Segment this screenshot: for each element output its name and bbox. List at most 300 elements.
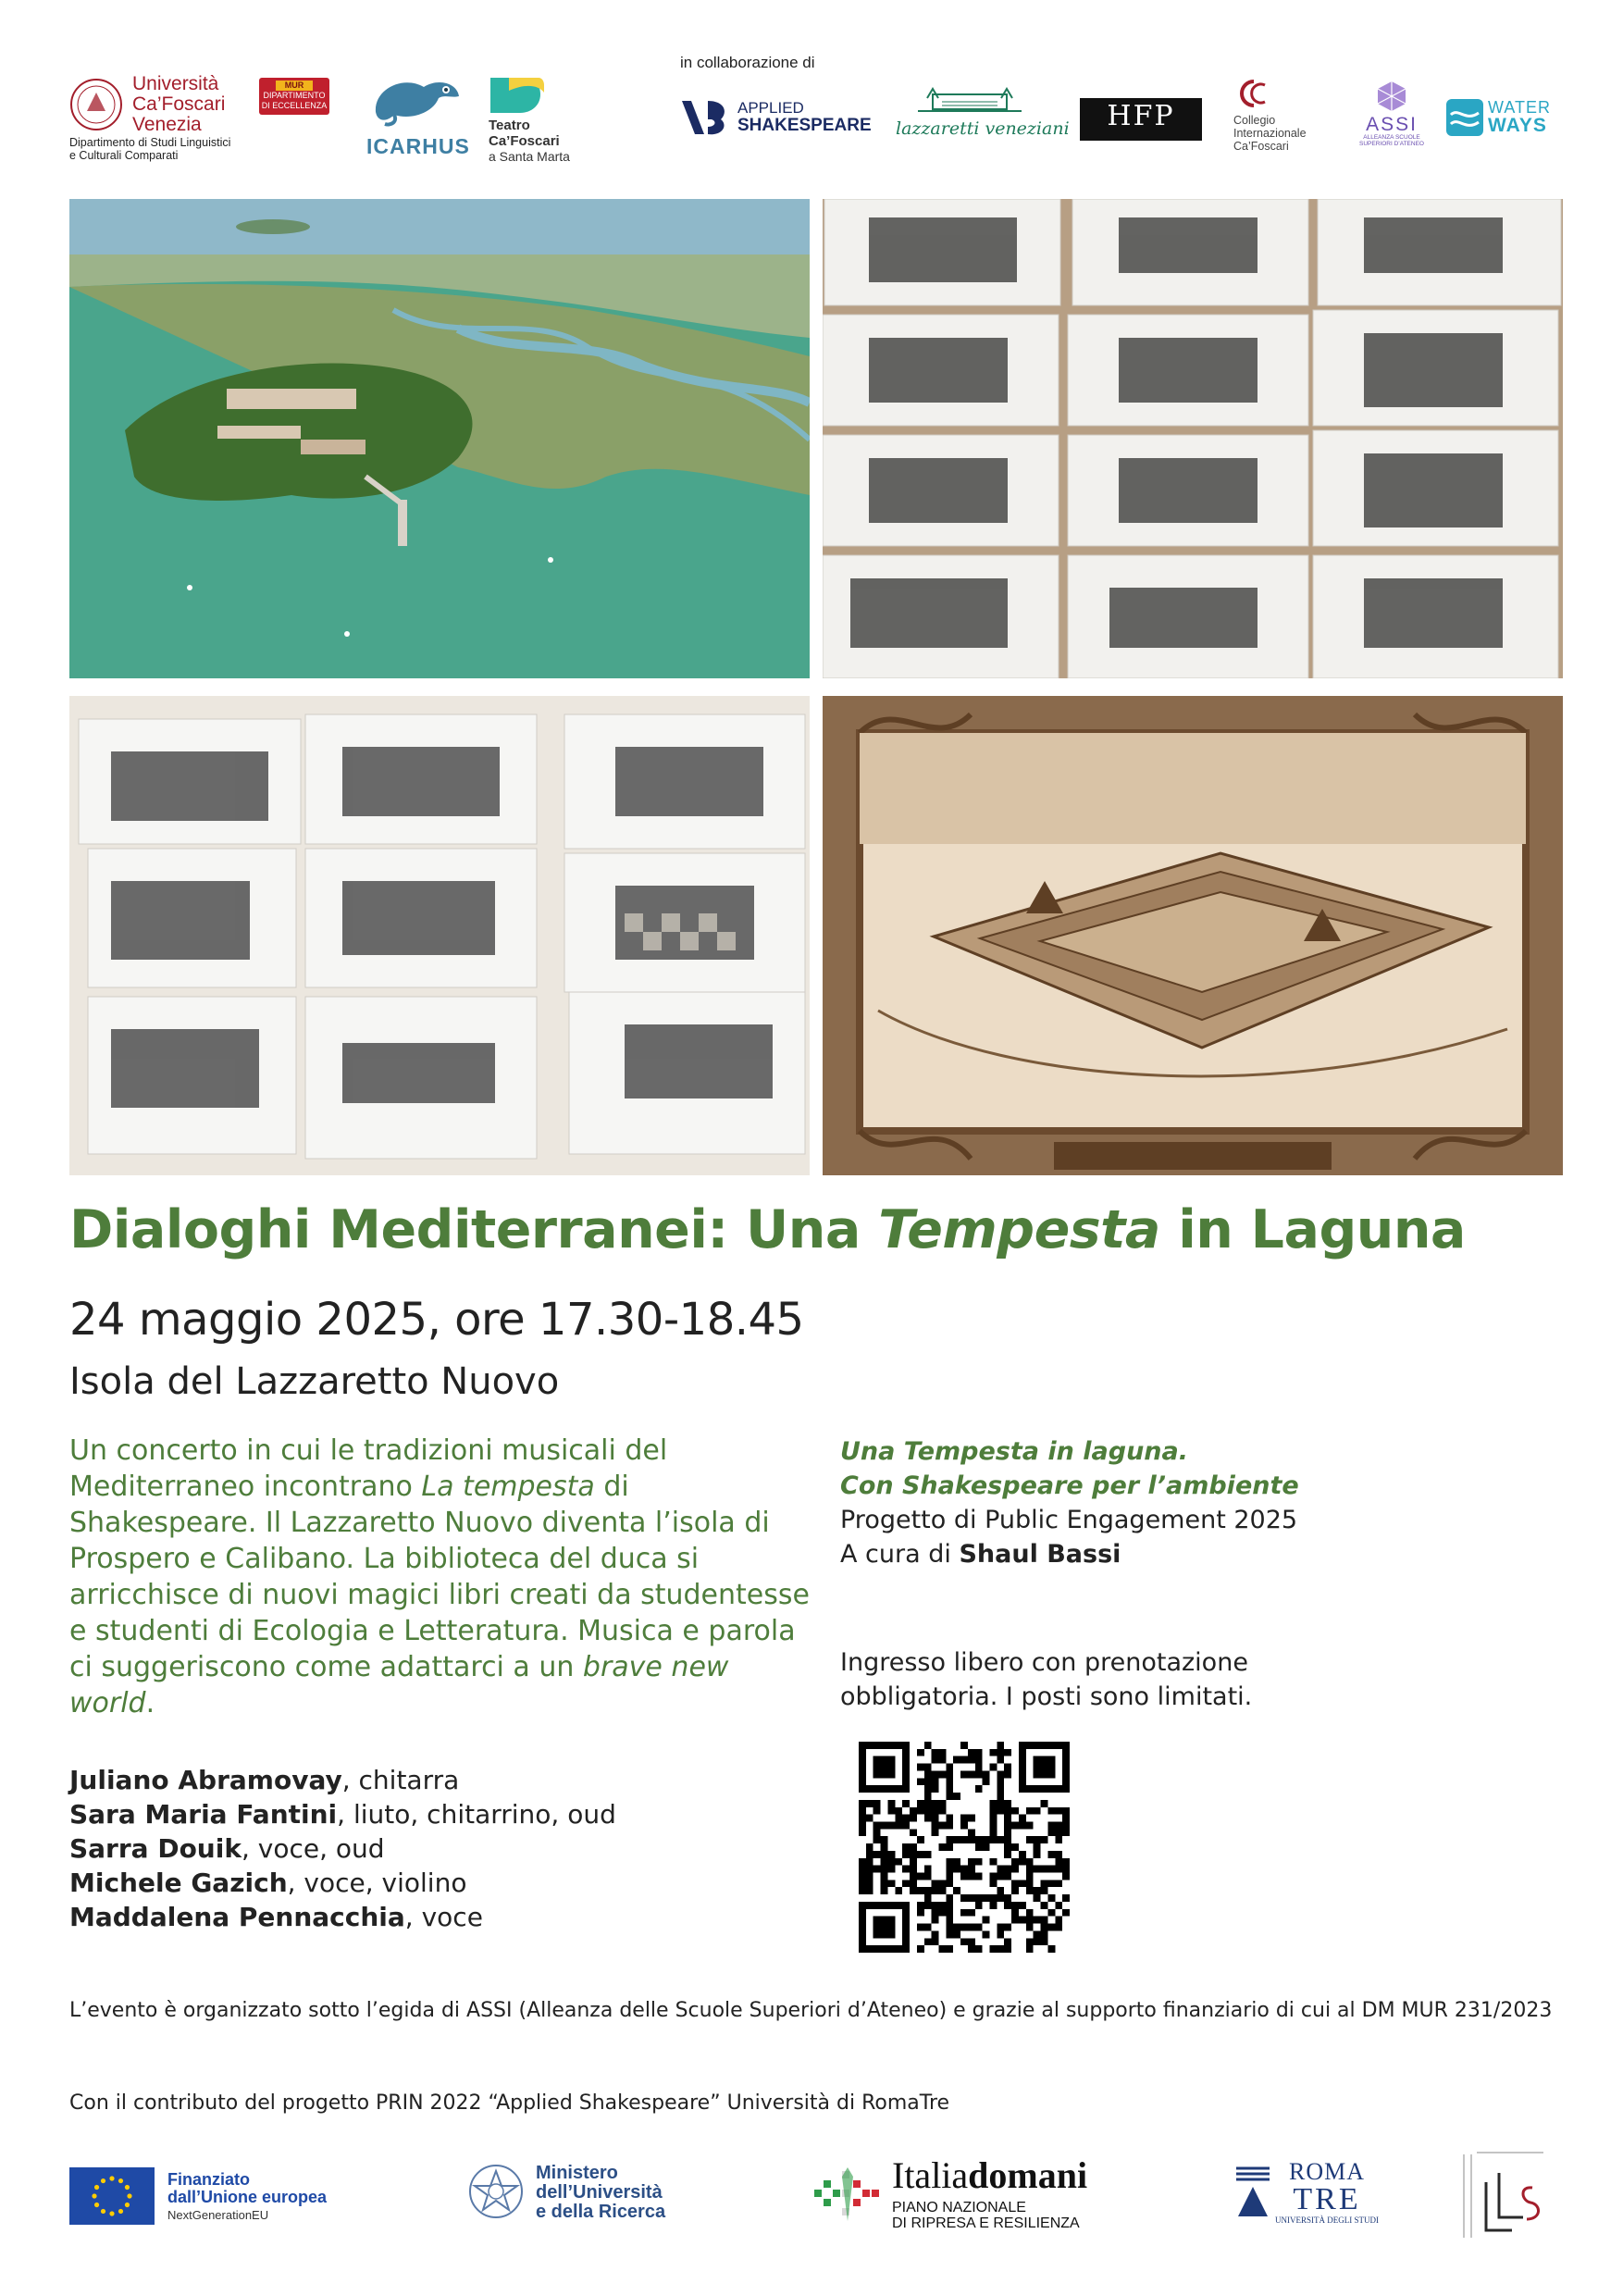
waterways-logo [1445,98,1551,137]
qr-module [910,1851,917,1858]
qr-module [968,1924,975,1931]
qr-module [983,1917,990,1924]
qr-module [983,1778,990,1785]
qr-module [946,1873,953,1880]
llcs-mark-icon [1458,2145,1551,2243]
qr-module [975,1945,983,1953]
project-title-2: Con Shakespeare per l’ambiente [840,1471,1299,1500]
eu-star [118,2209,123,2214]
qr-module [1019,1902,1026,1909]
qr-module [895,1821,902,1829]
eu-star [109,2211,114,2215]
qr-module [866,1858,873,1866]
qr-module [1041,1902,1048,1909]
qr-module [932,1815,939,1822]
qr-module [997,1873,1004,1880]
qr-module [990,1800,997,1807]
qr-module [975,1836,983,1843]
qr-module [917,1807,924,1815]
qr-module [1055,1924,1062,1931]
qr-module [975,1756,983,1764]
qr-module [910,1843,917,1851]
qr-module [997,1945,1004,1953]
ministero-line3: e della Ricerca [536,2201,666,2222]
qr-module [1055,1917,1062,1924]
unive-logo [69,74,225,135]
teatro-mark-icon [489,74,546,115]
performer-name: Maddalena Pennacchia [69,1902,405,1932]
qr-module [1026,1917,1034,1924]
qr-module [859,1887,866,1894]
qr-module [997,1770,1004,1778]
qr-module [881,1873,888,1880]
qr-module [938,1902,946,1909]
qr-module [917,1924,924,1931]
qr-module [859,1829,866,1836]
mur-badge [259,78,329,115]
qr-module [1041,1866,1048,1873]
qr-module [946,1778,953,1785]
qr-module [960,1815,968,1822]
qr-module [924,1778,932,1785]
qr-module [1062,1909,1070,1917]
qr-module [924,1894,932,1902]
qr-module [997,1778,1004,1785]
qr-module [1034,1917,1041,1924]
applied-shakespeare-line1: APPLIED [737,99,804,118]
icarhus-name: ICARHUS [366,134,470,158]
qr-module [932,1785,939,1793]
italiadomani-sub-1: PIANO NAZIONALE [892,2200,1026,2215]
qr-module [1026,1938,1034,1945]
qr-module [866,1851,873,1858]
qr-module [975,1843,983,1851]
eu-logo [69,2167,327,2225]
qr-module [910,1829,917,1836]
qr-module [953,1887,960,1894]
qr-module [938,1800,946,1807]
qr-module [887,1851,895,1858]
italiadomani-logo [811,2156,1087,2232]
qr-module [997,1887,1004,1894]
qr-module [1047,1924,1055,1931]
qr-module [997,1836,1004,1843]
qr-module [910,1866,917,1873]
qr-module [960,1909,968,1917]
assi-logo [1353,80,1431,165]
qr-module [946,1821,953,1829]
qr-module [1041,1836,1048,1843]
qr-module [975,1873,983,1880]
description-italic2: brave new world [69,1651,729,1719]
qr-module [1011,1821,1019,1829]
qr-module [1004,1749,1011,1756]
performer-name: Sara Maria Fantini [69,1799,338,1830]
performer-row [69,1763,616,1797]
unive-seal-icon [69,78,123,131]
qr-module [932,1938,939,1945]
qr-code[interactable] [859,1742,1070,1953]
qr-module [866,1873,873,1880]
assi-name: ASSI [1366,114,1418,135]
qr-module [1026,1945,1034,1953]
qr-module [990,1880,997,1887]
eu-star [125,2203,130,2207]
event-place: Isola del Lazzaretto Nuovo [69,1360,560,1403]
qr-module [873,1807,881,1815]
qr-module [946,1836,953,1843]
qr-module [1004,1945,1011,1953]
qr-module [917,1764,924,1771]
qr-module [1055,1880,1062,1887]
qr-module [990,1894,997,1902]
qr-module [1026,1924,1034,1931]
qr-module [1047,1909,1055,1917]
qr-module [924,1793,932,1800]
qr-module [1019,1858,1026,1866]
qr-module [990,1764,997,1771]
performer-name: Sarra Douik [69,1833,242,1864]
qr-module [997,1785,1004,1793]
qr-module [960,1770,968,1778]
qr-module [1026,1807,1034,1815]
eu-star [127,2193,131,2198]
qr-module [975,1785,983,1793]
qr-module [1011,1858,1019,1866]
collab-label: in collaborazione di [680,54,815,71]
event-title [69,1199,1466,1260]
qr-module [895,1807,902,1815]
eu-star [125,2185,130,2190]
photo-aerial-lazzaretto [69,199,810,678]
qr-module [997,1924,1004,1931]
qr-module [1011,1902,1019,1909]
qr-module [1041,1924,1048,1931]
qr-module [932,1749,939,1756]
qr-module [1055,1836,1062,1843]
qr-finder [1034,1756,1056,1779]
qr-module [887,1821,895,1829]
qr-module [1026,1866,1034,1873]
qr-module [968,1756,975,1764]
applied-shakespeare-line2: SHAKESPEARE [737,115,872,135]
qr-module [924,1785,932,1793]
mur-badge-bot: DI ECCELLENZA [261,101,328,110]
qr-module [932,1778,939,1785]
qr-module [1004,1866,1011,1873]
qr-module [881,1851,888,1858]
qr-module [1034,1807,1041,1815]
qr-module [902,1815,910,1822]
qr-module [917,1836,924,1843]
qr-module [866,1887,873,1894]
qr-module [1062,1815,1070,1822]
qr-module [859,1807,866,1815]
qr-module [910,1880,917,1887]
qr-module [983,1894,990,1902]
qr-module [953,1866,960,1873]
qr-module [924,1924,932,1931]
qr-module [938,1749,946,1756]
qr-module [887,1880,895,1887]
description-italic1: La tempesta [421,1471,595,1503]
qr-module [1004,1821,1011,1829]
performer-role: , voce, violino [287,1868,467,1898]
qr-module [1004,1815,1011,1822]
performers-list [69,1763,616,1934]
qr-module [1026,1887,1034,1894]
qr-module [902,1866,910,1873]
qr-module [1011,1917,1019,1924]
qr-module [895,1815,902,1822]
qr-module [917,1887,924,1894]
qr-module [975,1858,983,1866]
qr-module [910,1858,917,1866]
qr-module [1011,1866,1019,1873]
performer-row [69,1797,616,1831]
qr-module [1041,1917,1048,1924]
qr-module [983,1843,990,1851]
assi-crystal-icon [1376,80,1407,113]
performer-role: , chitarra [341,1765,460,1795]
qr-module [1019,1815,1026,1822]
qr-module [917,1800,924,1807]
qr-module [1047,1866,1055,1873]
qr-module [997,1866,1004,1873]
qr-module [859,1858,866,1866]
qr-module [1034,1866,1041,1873]
qr-module [1004,1836,1011,1843]
collegio-line3: Ca’Foscari [1233,140,1289,153]
qr-module [938,1821,946,1829]
qr-module [1062,1894,1070,1902]
qr-module [873,1829,881,1836]
qr-module [1011,1909,1019,1917]
qr-module [1026,1873,1034,1880]
qr-module [938,1843,946,1851]
qr-module [938,1880,946,1887]
qr-module [968,1866,975,1873]
qr-module [1041,1938,1048,1945]
qr-module [1034,1930,1041,1938]
qr-module [932,1821,939,1829]
qr-module [1055,1821,1062,1829]
qr-module [924,1800,932,1807]
qr-module [938,1909,946,1917]
qr-module [990,1821,997,1829]
italiadomani-name-regular: Italia [892,2154,969,2196]
qr-module [1055,1807,1062,1815]
qr-module [997,1807,1004,1815]
eu-line1: Finanziato [167,2169,250,2189]
qr-module [953,1756,960,1764]
qr-module [960,1742,968,1749]
qr-module [997,1793,1004,1800]
qr-module [1055,1866,1062,1873]
qr-module [873,1851,881,1858]
qr-module [866,1880,873,1887]
qr-module [1011,1807,1019,1815]
qr-module [1041,1800,1048,1807]
assi-sub-2: SUPERIORI D’ATENEO [1359,140,1424,147]
qr-module [1004,1938,1011,1945]
photo-etchings-grid-2 [69,696,810,1175]
qr-module [910,1873,917,1880]
eu-flag-icon [69,2167,155,2225]
performer-role: , liuto, chitarrino, oud [337,1799,616,1830]
qr-module [968,1873,975,1880]
project-curator: Shaul Bassi [959,1540,1121,1569]
qr-module [960,1924,968,1931]
qr-module [859,1866,866,1873]
collegio-line1: Collegio [1233,114,1276,127]
performer-row [69,1831,616,1866]
lazzaretto-building-icon [914,83,1025,115]
qr-module [968,1815,975,1822]
qr-module [968,1894,975,1902]
performer-row [69,1900,616,1934]
qr-module [960,1894,968,1902]
qr-module [946,1793,953,1800]
qr-module [924,1770,932,1778]
description-part2: di Shakespeare. Il Lazzaretto Nuovo diventa l’isola di Prospero e Calibano. La biblioteca del duca si arricchisce di nuovi magici libri creati da studentesse e studenti di Ecologia e Letteratura. Musica e parola ci suggeriscono come adattarci a un [69,1471,810,1683]
qr-module [1019,1821,1026,1829]
llcs-logo [1458,2145,1551,2243]
unive-dept-1: Dipartimento di Studi Linguistici [69,136,231,149]
unive-name-1: Università [132,73,219,94]
qr-module [1004,1800,1011,1807]
event-title-part1: Dialoghi Mediterranei: Una [69,1199,879,1260]
qr-module [924,1764,932,1771]
qr-module [1062,1858,1070,1866]
qr-module [1055,1851,1062,1858]
qr-module [881,1836,888,1843]
qr-module [1019,1851,1026,1858]
performer-name: Juliano Abramovay [69,1765,342,1795]
qr-module [859,1880,866,1887]
eu-star [101,2178,105,2183]
qr-module [1047,1894,1055,1902]
qr-module [932,1756,939,1764]
eu-star [101,2209,105,2214]
qr-module [968,1945,975,1953]
lazzaretti-logo [896,83,1070,148]
photo-lazzaretto-engraving [823,696,1563,1175]
romatre-line1: ROMA [1288,2158,1365,2185]
qr-module [881,1880,888,1887]
qr-module [938,1887,946,1894]
qr-module [1055,1829,1062,1836]
qr-module [968,1836,975,1843]
qr-module [990,1836,997,1843]
icarhus-logo [359,70,475,163]
qr-module [859,1873,866,1880]
hfp-logo [1080,98,1202,141]
qr-module [932,1807,939,1815]
qr-module [968,1858,975,1866]
qr-module [1011,1880,1019,1887]
qr-module [917,1945,924,1953]
qr-module [932,1880,939,1887]
qr-module [1047,1821,1055,1829]
romatre-line2: TRE [1293,2182,1361,2216]
qr-module [1004,1829,1011,1836]
project-info [840,1434,1299,1571]
collegio-logo [1233,78,1335,161]
qr-module [960,1866,968,1873]
qr-module [881,1843,888,1851]
qr-module [924,1815,932,1822]
qr-module [924,1887,932,1894]
qr-module [881,1887,888,1894]
qr-module [1004,1807,1011,1815]
qr-module [975,1764,983,1771]
event-description [69,1433,810,1721]
project-title-1: Una Tempesta in laguna. [840,1437,1188,1466]
qr-module [997,1742,1004,1749]
qr-module [1004,1873,1011,1880]
qr-finder [873,1917,896,1939]
qr-module [975,1894,983,1902]
qr-module [997,1894,1004,1902]
qr-module [917,1873,924,1880]
waterways-line1: WATER [1488,97,1551,117]
qr-module [997,1749,1004,1756]
eu-star [94,2185,99,2190]
qr-module [924,1742,932,1749]
qr-module [960,1938,968,1945]
eu-star [94,2203,99,2207]
qr-module [924,1938,932,1945]
qr-module [932,1909,939,1917]
project-curator-prefix: A cura di [840,1540,960,1569]
assi-sub-1: ALLEANZA SCUOLE [1363,134,1420,142]
qr-module [887,1858,895,1866]
qr-module [1041,1887,1048,1894]
unive-dept-2: e Culturali Comparati [69,149,179,162]
qr-module [859,1821,866,1829]
qr-module [953,1836,960,1843]
qr-module [873,1836,881,1843]
qr-module [1004,1924,1011,1931]
qr-module [946,1909,953,1917]
eu-line3: NextGenerationEU [167,2207,269,2222]
qr-module [1047,1851,1055,1858]
qr-module [887,1800,895,1807]
qr-module [1062,1866,1070,1873]
romatre-sub: UNIVERSITÀ DEGLI STUDI [1275,2215,1379,2225]
qr-module [902,1800,910,1807]
qr-module [990,1873,997,1880]
qr-module [997,1930,1004,1938]
qr-module [1034,1843,1041,1851]
qr-module [997,1756,1004,1764]
qr-module [873,1866,881,1873]
qr-module [1034,1851,1041,1858]
qr-module [917,1749,924,1756]
qr-module [1047,1880,1055,1887]
qr-module [1041,1930,1048,1938]
description-part3: . [145,1687,155,1719]
collegio-line2: Internazionale [1233,127,1307,140]
qr-module [946,1866,953,1873]
qr-module [953,1924,960,1931]
romatre-logo [1234,2160,1379,2225]
teatro-logo [489,74,600,167]
qr-module [946,1843,953,1851]
qr-module [902,1843,910,1851]
qr-module [953,1793,960,1800]
